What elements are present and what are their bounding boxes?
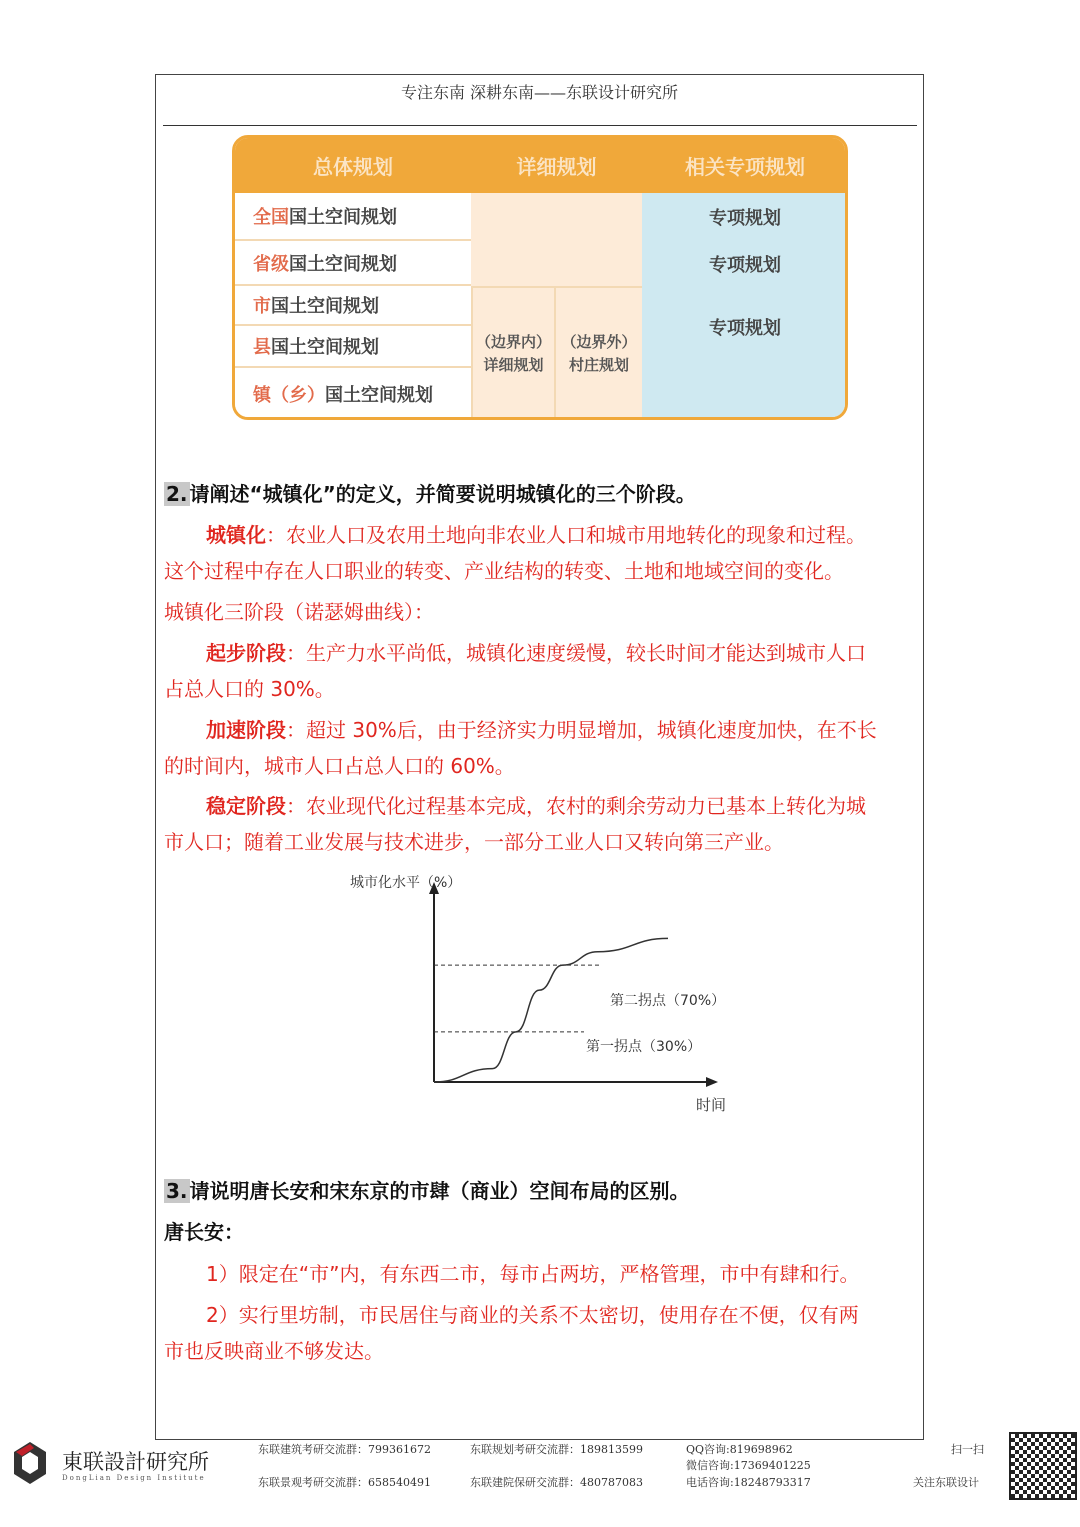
phone-contact: 电话咨询:18248793317 — [686, 1476, 811, 1489]
special-2: 专项规划 — [642, 241, 848, 288]
text: ：农业人口及农用土地向非农业人口和城市用地转化的现象和过程。 — [266, 523, 866, 547]
stage-1 — [206, 637, 966, 666]
group-architecture: 东联建筑考研交流群：799361672 — [258, 1443, 431, 1456]
plan: 国土空间规划 — [289, 207, 397, 228]
level: 全国 — [253, 207, 289, 228]
special-1: 专项规划 — [642, 193, 848, 243]
text: ：农业现代化过程基本完成，农村的剩余劳动力已基本上转化为城 — [286, 794, 866, 818]
question-2 — [164, 478, 924, 507]
th-detail: 详细规划 — [471, 138, 642, 193]
annotation-30: 第一拐点（30%） — [586, 1039, 702, 1055]
point-1: 1）限定在“市”内，有东西二市，每市占两坊，严格管理，市中有肆和行。 — [206, 1262, 860, 1286]
planning-system-table — [232, 135, 848, 420]
annotation-70: 第二拐点（70%） — [610, 993, 726, 1009]
detail-inside — [471, 286, 556, 420]
level: 市 — [253, 296, 271, 317]
group-landscape: 东联景观考研交流群：658540491 — [258, 1476, 431, 1489]
row-county — [235, 326, 471, 368]
x-axis-label: 时间 — [696, 1096, 727, 1114]
level: 县 — [253, 337, 271, 358]
stage-1-cont: 占总人口的 30%。 — [164, 677, 335, 701]
question-title: 请说明唐长安和宋东京的市肆（商业）空间布局的区别。 — [189, 1179, 690, 1203]
stage-3-cont: 市人口；随着工业发展与技术进步，一部分工业人口又转向第三产业。 — [164, 830, 784, 854]
label: （边界外） — [561, 333, 637, 351]
th-special: 相关专项规划 — [642, 138, 848, 193]
plan: 国土空间规划 — [325, 385, 433, 406]
wechat-contact: 微信咨询:17369401225 — [686, 1459, 811, 1472]
x-axis-arrow — [706, 1077, 718, 1087]
special-blank — [642, 368, 848, 420]
special-3: 专项规划 — [642, 286, 848, 370]
term: 起步阶段 — [206, 641, 286, 665]
follow-label: 关注东联设计 — [913, 1476, 979, 1489]
level: 镇（乡） — [253, 385, 325, 406]
northam-curve-chart — [340, 866, 760, 1126]
question-number: 2. — [166, 482, 188, 506]
term: 加速阶段 — [206, 718, 286, 742]
question-title: 请阐述“城镇化”的定义，并简要说明城镇化的三个阶段。 — [189, 482, 696, 506]
donglian-logo-icon — [12, 1440, 48, 1486]
stage-3 — [206, 790, 966, 819]
label: （边界内） — [475, 333, 551, 351]
stages-title: 城镇化三阶段（诺瑟姆曲线）： — [164, 600, 434, 624]
row-province — [235, 241, 471, 286]
question-3 — [164, 1175, 924, 1204]
question-number: 3. — [166, 1179, 188, 1203]
stage-2-cont: 的时间内，城市人口占总人口的 60%。 — [164, 754, 515, 778]
text: ：生产力水平尚低，城镇化速度缓慢，较长时间才能达到城市人口 — [286, 641, 866, 665]
row-national — [235, 193, 471, 241]
qq-contact: QQ咨询:819698962 — [686, 1443, 793, 1456]
group-planning: 东联规划考研交流群：189813599 — [470, 1443, 643, 1456]
detail-outside — [556, 286, 642, 420]
y-axis-label: 城市化水平（%） — [350, 875, 462, 891]
definition — [206, 519, 966, 548]
header-divider — [163, 125, 917, 126]
group-postgrad: 东联建院保研交流群：480787083 — [470, 1476, 643, 1489]
qr-code-icon[interactable] — [1009, 1432, 1077, 1500]
stage-2 — [206, 714, 966, 743]
term: 稳定阶段 — [206, 794, 286, 818]
logo-english: DongLian Design Institute — [62, 1474, 206, 1482]
label: 村庄规划 — [568, 356, 629, 374]
plan: 国土空间规划 — [271, 296, 379, 317]
page-header: 专注东南 深耕东南——东联设计研究所 — [400, 83, 679, 102]
definition-cont: 这个过程中存在人口职业的转变、产业结构的转变、土地和地域空间的变化。 — [164, 559, 844, 583]
row-town — [235, 368, 471, 420]
logo-text: 東联設計研究所 — [62, 1450, 209, 1474]
plan: 国土空间规划 — [271, 337, 379, 358]
scan-label: 扫一扫 — [951, 1443, 984, 1456]
urbanization-curve — [434, 938, 668, 1082]
point-2-cont: 市也反映商业不够发达。 — [164, 1339, 384, 1363]
row-city — [235, 286, 471, 326]
subheading-changan: 唐长安： — [164, 1220, 244, 1244]
term: 城镇化 — [206, 523, 266, 547]
label: 详细规划 — [483, 356, 544, 374]
level: 省级 — [253, 253, 289, 275]
plan: 国土空间规划 — [289, 253, 397, 275]
point-2: 2）实行里坊制，市民居住与商业的关系不太密切，使用存在不便，仅有两 — [206, 1303, 859, 1327]
text: ：超过 30%后，由于经济实力明显增加，城镇化速度加快，在不长 — [286, 718, 877, 742]
th-overall: 总体规划 — [235, 138, 471, 193]
